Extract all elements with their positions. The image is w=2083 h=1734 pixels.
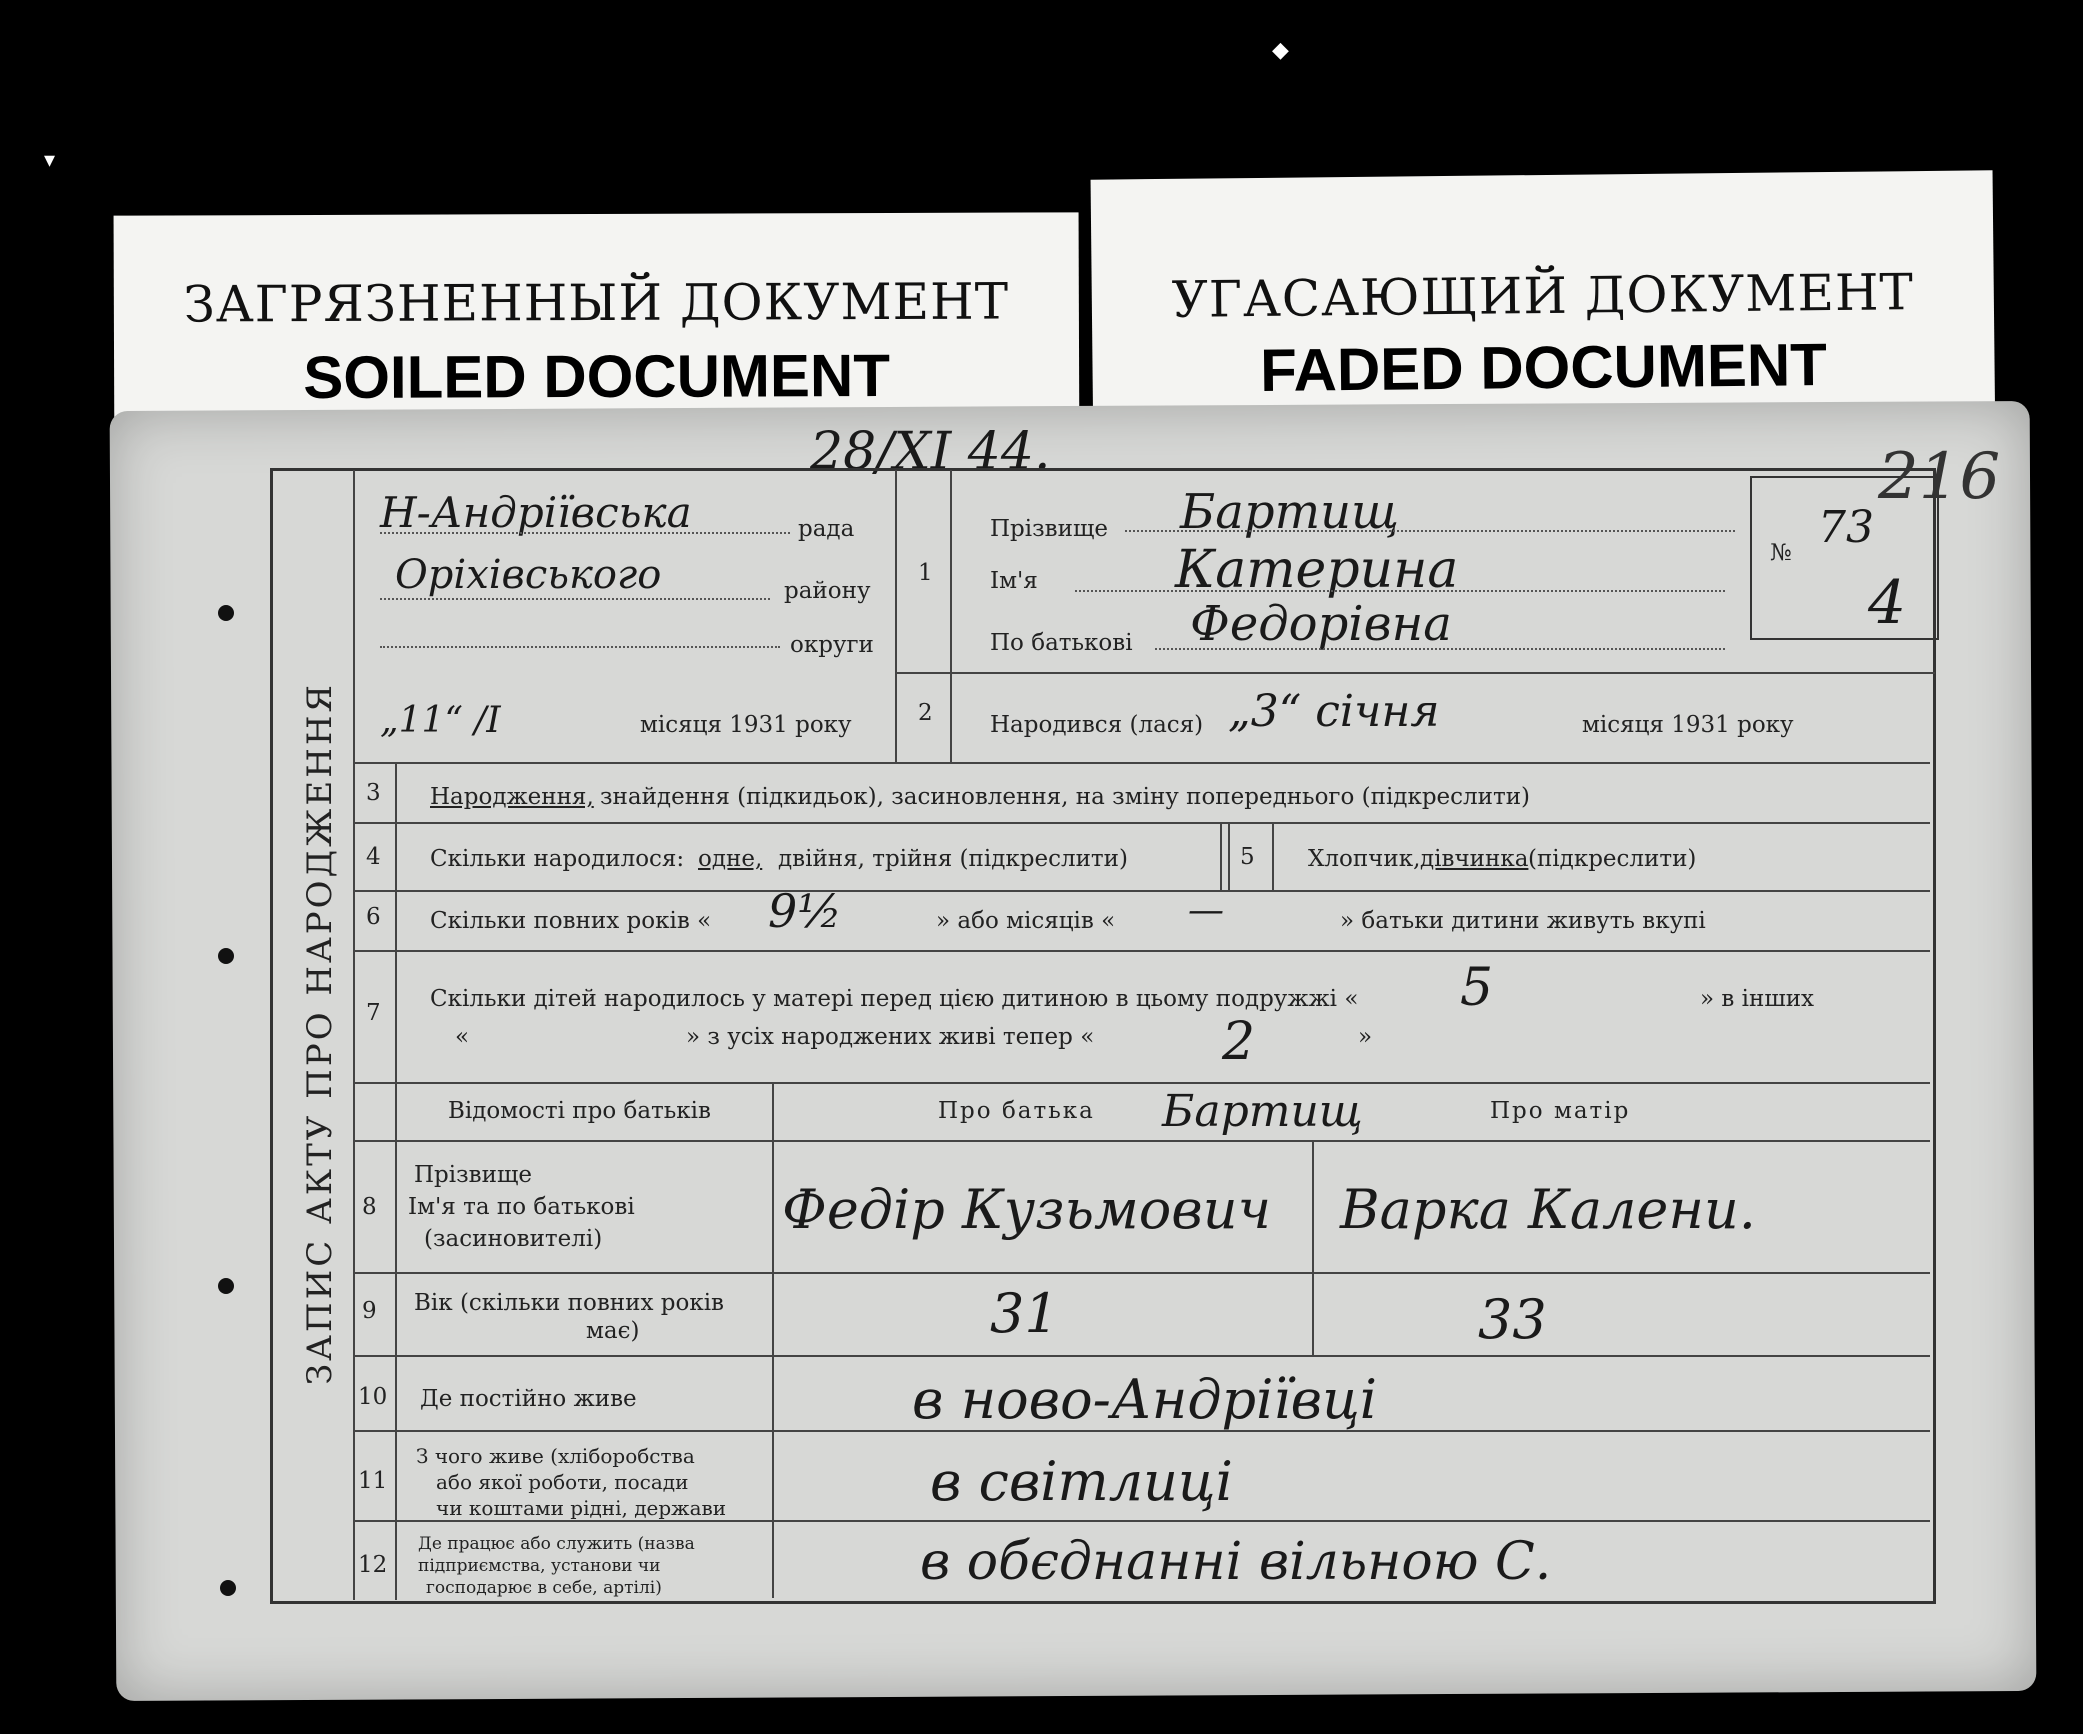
surname-line [1125, 530, 1735, 532]
parents-header-mother: Про матір [1490, 1098, 1631, 1124]
row-number-4: 4 [366, 844, 381, 870]
row4-divider [1228, 824, 1230, 890]
row-divider [355, 1430, 1930, 1432]
top-divider [950, 470, 952, 762]
row5-text-b: (підкреслити) [1528, 846, 1697, 872]
faded-label-en: FADED DOCUMENT [1259, 331, 1828, 404]
row7-line2-b: » з усіх народжених живі тепер « [686, 1024, 1095, 1050]
surname-label: Прізвище [990, 516, 1108, 542]
born-value: „3“ січня [1228, 686, 1440, 737]
row8-label-3: (засиновителі) [424, 1226, 603, 1252]
parents-header-info: Відомості про батьків [448, 1098, 711, 1124]
row3-text: знайдення (підкидьок), засиновлення, на зміну попереднього (підкреслити) [600, 784, 1531, 810]
district-line [380, 598, 770, 600]
row-number-7: 7 [366, 1000, 381, 1026]
row-divider [355, 1140, 1930, 1142]
sheet-number: 216 [1878, 440, 2001, 514]
patronymic-line [1155, 648, 1725, 650]
row-divider [355, 1520, 1930, 1522]
row7-line2-a: « [455, 1024, 470, 1050]
row7-this-marriage-value: 5 [1460, 958, 1494, 1018]
row-divider [355, 1272, 1930, 1274]
row4-text-b: двійня, трійня (підкреслити) [778, 846, 1128, 872]
row-number-10: 10 [358, 1384, 388, 1410]
punch-hole [218, 948, 234, 964]
council-line [380, 532, 790, 534]
row5-text-a: Хлопчик, [1308, 846, 1421, 872]
district-label: району [784, 578, 871, 604]
stray-mark: ▾ [44, 148, 56, 173]
row-number-8: 8 [362, 1194, 377, 1220]
workplace-value: в обєднанні вільною С. [920, 1532, 1552, 1592]
row6-text-c: » батьки дитини живуть вкупі [1340, 908, 1706, 934]
record-date-label: місяця 1931 року [640, 712, 852, 738]
record-number-value-2: 4 [1868, 568, 1907, 638]
father-mother-divider [1312, 1140, 1314, 1355]
punch-hole [218, 605, 234, 621]
parents-header-father: Про батька [938, 1098, 1095, 1124]
row-divider [355, 822, 1930, 824]
name-value: Катерина [1175, 540, 1459, 600]
occupation-value: в світлиці [930, 1450, 1233, 1513]
row5-underlined: дівчинка [1420, 846, 1529, 872]
born-tail-label: місяця 1931 року [1582, 712, 1794, 738]
residence-value: в ново-Андріївці [912, 1368, 1378, 1431]
mother-name-value: Варка Калени. [1340, 1178, 1756, 1241]
council-value: Н-Андріївська [380, 488, 692, 537]
row-divider [355, 762, 1930, 764]
record-number-value: 73 [1818, 502, 1874, 553]
row-number-12: 12 [358, 1552, 388, 1578]
row6-months-value: — [1188, 890, 1224, 931]
row6-text-b: » або місяців « [936, 908, 1116, 934]
row-number-3: 3 [366, 780, 381, 806]
top-note: 28/XI 44. [810, 422, 1051, 482]
soiled-label-ru: ЗАГРЯЗНЕННЫЙ ДОКУМЕНТ [183, 272, 1010, 334]
row12-label-3: господарює в себе, артілі) [426, 1578, 662, 1598]
row3-underlined: Народження, [430, 784, 594, 810]
patronymic-label: По батькові [990, 630, 1133, 656]
row-divider [895, 672, 1935, 674]
row7-line2-c: » [1358, 1024, 1373, 1050]
name-label: Ім'я [990, 568, 1038, 594]
faded-label-ru: УГАСАЮЩИЙ ДОКУМЕНТ [1171, 263, 1915, 329]
row9-label-1: Вік (скільки повних років [414, 1290, 724, 1316]
row-divider [355, 1082, 1930, 1084]
row7-line1-tail: » в інших [1700, 986, 1815, 1012]
stray-mark: ◆ [1272, 38, 1289, 63]
row11-label-2: або якої роботи, посади [436, 1470, 689, 1494]
row6-years-value: 9½ [768, 884, 842, 938]
okrug-label: округи [790, 632, 874, 658]
row11-label-1: З чого живе (хліборобства [416, 1444, 695, 1468]
name-line [1075, 590, 1725, 592]
number-column-border [395, 762, 397, 1600]
row-number-9: 9 [362, 1298, 377, 1324]
row11-label-3: чи коштами рідні, держави [436, 1496, 727, 1520]
top-divider [895, 470, 897, 762]
born-label: Народився (лася) [990, 712, 1204, 738]
parents-header-father-value: Бартищ [1162, 1086, 1363, 1137]
row12-label-1: Де працює або служить (назва [418, 1534, 695, 1554]
row-number-5: 5 [1240, 844, 1255, 870]
row-number-11: 11 [358, 1468, 388, 1494]
row-number-2: 2 [918, 700, 933, 726]
row-divider [355, 1355, 1930, 1357]
council-label: рада [798, 516, 855, 542]
record-date-value: „11“ /I [380, 700, 501, 741]
row5-divider [1272, 824, 1274, 890]
row-number-1: 1 [918, 560, 933, 586]
okrug-line [380, 646, 780, 648]
mother-age-value: 33 [1478, 1288, 1547, 1351]
father-age-value: 31 [990, 1282, 1059, 1345]
row12-label-2: підприємства, установи чи [418, 1556, 661, 1576]
row-divider [355, 890, 1930, 892]
record-number-label: № [1770, 540, 1792, 566]
row7-line1: Скільки дітей народилось у матері перед цією дитиною в цьому подружжі « [430, 986, 1359, 1012]
row10-label: Де постійно живе [420, 1386, 637, 1412]
row7-alive-value: 2 [1222, 1012, 1256, 1072]
row-number-6: 6 [366, 904, 381, 930]
row9-label-2: має) [586, 1318, 640, 1344]
row-divider [355, 950, 1930, 952]
row4-text-a: Скільки народилося: [430, 846, 685, 872]
father-name-value: Федір Кузьмович [782, 1178, 1272, 1241]
row4-divider [1220, 824, 1222, 890]
district-value: Оріхівського [395, 552, 662, 598]
patronymic-value: Федорівна [1190, 596, 1452, 652]
side-title-text: ЗАПИС АКТУ ПРО НАРОДЖЕННЯ [300, 682, 340, 1385]
row8-label-1: Прізвище [414, 1162, 532, 1188]
row6-text-a: Скільки повних років « [430, 908, 712, 934]
surname-value: Бартищ [1180, 484, 1400, 540]
punch-hole [218, 1278, 234, 1294]
row4-underlined: одне, [698, 846, 763, 872]
row8-label-2: Ім'я та по батькові [408, 1194, 635, 1220]
soiled-label-en: SOILED DOCUMENT [303, 341, 891, 412]
punch-hole [220, 1580, 236, 1596]
